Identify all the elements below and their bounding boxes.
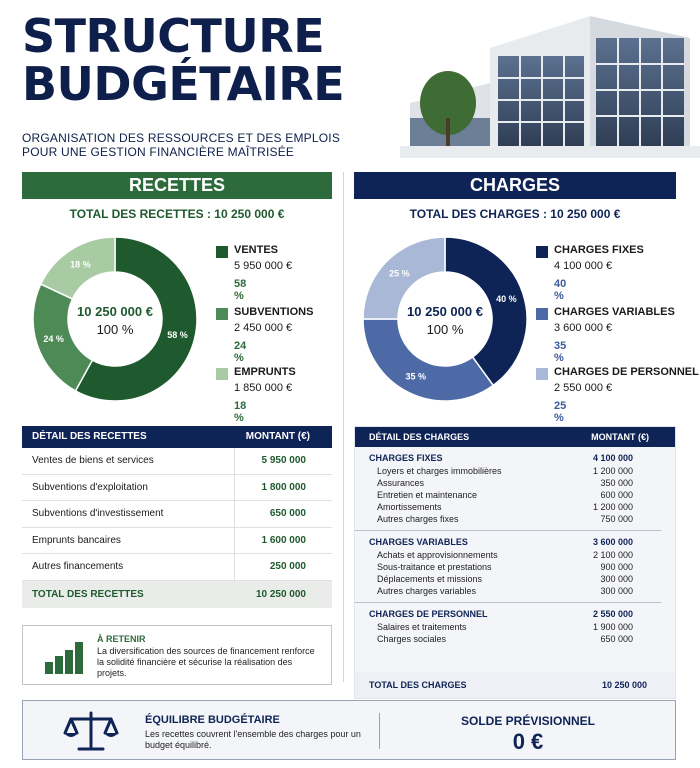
page-subtitle	[22, 131, 340, 159]
legend-name: CHARGES FIXES	[554, 244, 644, 256]
slice-label: 58 %	[167, 330, 188, 341]
list-item	[369, 586, 633, 598]
item-value: 300 000	[600, 574, 633, 584]
table-header	[22, 426, 332, 448]
column-divider	[343, 172, 344, 682]
item-label: Amortissements	[377, 502, 442, 512]
legend-swatch	[536, 246, 548, 258]
charges-header: CHARGES	[354, 172, 676, 199]
slice-label: 18 %	[70, 259, 91, 270]
table-header	[355, 427, 675, 447]
list-item	[369, 514, 633, 526]
column-header-amount: MONTANT (€)	[245, 431, 310, 442]
title-line-2: BUDGÉTAIRE	[22, 57, 345, 111]
legend-amount: 2 550 000 €	[554, 382, 613, 394]
table-row	[22, 448, 332, 475]
legend-name: VENTES	[234, 244, 279, 256]
legend-name: CHARGES VARIABLES	[554, 306, 675, 318]
legend-name: CHARGES DE PERSONNEL	[554, 366, 699, 378]
note-text: La diversification des sources de financement renforce la solidité financière et sécurise la réalisation des projets.	[97, 646, 315, 678]
charges-table	[354, 426, 676, 699]
office-building-image	[400, 8, 700, 158]
total-label: TOTAL DES RECETTES	[32, 588, 144, 600]
row-value: 650 000	[234, 501, 332, 527]
item-value: 600 000	[600, 490, 633, 500]
recettes-table	[22, 426, 332, 608]
group-name: CHARGES DE PERSONNEL	[369, 609, 488, 619]
row-value: 1 600 000	[234, 528, 332, 554]
item-value: 1 900 000	[592, 622, 633, 632]
item-value: 650 000	[600, 634, 633, 644]
list-item	[369, 550, 633, 562]
column-header-amount: MONTANT (€)	[591, 432, 649, 442]
item-label: Charges sociales	[377, 634, 447, 644]
list-item	[369, 622, 633, 634]
charges-section	[354, 172, 699, 690]
list-item	[369, 562, 633, 574]
slice-label: 40 %	[496, 294, 517, 305]
charges-group-fixes	[355, 447, 661, 531]
row-value: 250 000	[234, 554, 332, 580]
item-label: Achats et approvisionnements	[377, 550, 498, 560]
charges-group-personnel	[355, 603, 661, 650]
legend-pct: 40 %	[554, 278, 567, 302]
total-value: 10 250 000	[255, 588, 306, 600]
group-header	[369, 609, 633, 622]
list-item	[369, 574, 633, 586]
column-header-detail: DÉTAIL DES RECETTES	[32, 431, 147, 442]
item-value: 2 100 000	[592, 550, 633, 560]
item-value: 900 000	[600, 562, 633, 572]
charges-total-label: TOTAL DES CHARGES : 10 250 000 €	[409, 207, 621, 221]
table-total-row	[22, 581, 332, 608]
total-value: 10 250 000	[601, 680, 647, 690]
legend-name: EMPRUNTS	[234, 366, 296, 378]
page-title	[22, 9, 345, 111]
footer-divider	[379, 713, 380, 749]
row-value: 5 950 000	[234, 448, 332, 474]
group-value: 4 100 000	[592, 453, 633, 463]
group-name: CHARGES VARIABLES	[369, 537, 468, 547]
recettes-section	[22, 172, 332, 678]
recettes-donut-chart	[30, 234, 200, 404]
row-label: Autres financements	[32, 561, 124, 572]
legend-pct: 58 %	[234, 278, 247, 302]
item-value: 350 000	[600, 478, 633, 488]
table-row	[22, 501, 332, 528]
legend-swatch	[536, 368, 548, 380]
row-label: Emprunts bancaires	[32, 534, 121, 546]
legend-amount: 2 450 000 €	[234, 322, 293, 334]
legend-swatch	[216, 308, 228, 320]
item-label: Entretien et maintenance	[377, 490, 478, 500]
charges-donut-chart	[360, 234, 530, 404]
item-value: 750 000	[600, 514, 633, 524]
list-item	[369, 466, 633, 478]
legend-pct: 25 %	[554, 400, 567, 424]
charges-center-pct: 100 %	[426, 322, 464, 337]
table-total-row	[355, 672, 675, 698]
total-label: TOTAL DES CHARGES	[369, 680, 467, 690]
item-value: 300 000	[600, 586, 633, 596]
legend-swatch	[216, 368, 228, 380]
column-header-detail: DÉTAIL DES CHARGES	[369, 432, 470, 442]
item-label: Loyers et charges immobilières	[377, 466, 502, 476]
legend-pct: 18 %	[234, 400, 247, 424]
legend-amount: 4 100 000 €	[554, 260, 613, 272]
balance-value: 0 €	[512, 729, 544, 754]
title-line-1: STRUCTURE	[22, 9, 325, 63]
note-heading: À RETENIR	[97, 634, 146, 644]
footer-text: Les recettes couvrent l'ensemble des charges pour un budget équilibré.	[145, 729, 361, 750]
legend-name: SUBVENTIONS	[234, 306, 314, 318]
slice-label: 25 %	[389, 268, 410, 279]
bar-chart-icon	[43, 640, 85, 674]
list-item	[369, 502, 633, 514]
legend-amount: 3 600 000 €	[554, 322, 613, 334]
list-item	[369, 478, 633, 490]
group-value: 2 550 000	[592, 609, 633, 619]
item-label: Autres charges variables	[377, 586, 477, 596]
table-row	[22, 475, 332, 502]
footer-heading: ÉQUILIBRE BUDGÉTAIRE	[145, 714, 280, 726]
item-value: 1 200 000	[592, 466, 633, 476]
table-row	[22, 554, 332, 581]
group-header	[369, 453, 633, 466]
item-label: Sous-traitance et prestations	[377, 562, 492, 572]
retenir-note	[22, 625, 332, 685]
row-label: Ventes de biens et services	[32, 455, 154, 466]
item-label: Autres charges fixes	[377, 514, 459, 524]
legend-pct: 24 %	[234, 340, 247, 364]
legend-pct: 35 %	[554, 340, 567, 364]
subtitle-line-2: POUR UNE GESTION FINANCIÈRE MAÎTRISÉE	[22, 145, 295, 159]
group-name: CHARGES FIXES	[369, 453, 443, 463]
recettes-center-value: 10 250 000 €	[77, 304, 153, 319]
recettes-total-label: TOTAL DES RECETTES : 10 250 000 €	[69, 207, 285, 221]
row-label: Subventions d'exploitation	[32, 481, 148, 493]
recettes-header: RECETTES	[22, 172, 332, 199]
item-value: 1 200 000	[592, 502, 633, 512]
slice-label: 35 %	[405, 371, 426, 382]
legend-amount: 5 950 000 €	[234, 260, 293, 272]
subtitle-line-1: ORGANISATION DES RESSOURCES ET DES EMPLOIS	[22, 131, 341, 145]
group-value: 3 600 000	[592, 537, 633, 547]
list-item	[369, 490, 633, 502]
charges-center-value: 10 250 000 €	[407, 304, 483, 319]
row-value: 1 800 000	[234, 475, 332, 501]
item-label: Déplacements et missions	[377, 574, 483, 584]
legend-swatch	[216, 246, 228, 258]
list-item	[369, 634, 633, 646]
balance-label: SOLDE PRÉVISIONNEL	[460, 714, 596, 728]
legend-swatch	[536, 308, 548, 320]
legend-amount: 1 850 000 €	[234, 382, 293, 394]
charges-group-variables	[355, 531, 661, 603]
group-header	[369, 537, 633, 550]
table-row	[22, 528, 332, 555]
item-label: Assurances	[377, 478, 425, 488]
item-label: Salaires et traitements	[377, 622, 467, 632]
slice-label: 24 %	[43, 333, 64, 344]
balance-scale-icon	[63, 709, 119, 753]
recettes-center-pct: 100 %	[96, 322, 134, 337]
balance-footer	[22, 700, 676, 760]
row-label: Subventions d'investissement	[32, 508, 164, 519]
